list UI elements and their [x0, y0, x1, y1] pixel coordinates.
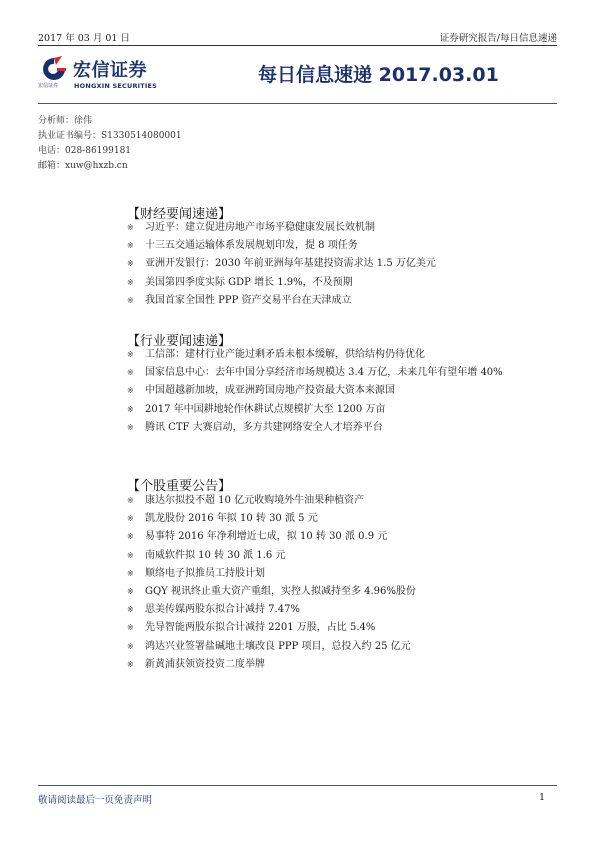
section-title-industry: 【行业要闻速递】 [127, 334, 232, 349]
bullet-marker: ※ [127, 259, 134, 269]
news-text: 2017 年中国耕地轮作休耕试点规模扩大至 1200 万亩 [145, 403, 386, 415]
list-item [127, 403, 557, 417]
bullet-marker: ※ [127, 550, 134, 560]
news-text: 腾讯 CTF 大赛启动，多方共建网络安全人才培养平台 [145, 421, 383, 433]
logo-sub-cn: 宏信证券 [38, 83, 59, 89]
analyst-phone: 电话：028-86199181 [38, 146, 132, 156]
bullet-marker: ※ [127, 386, 134, 396]
news-text: 凯龙股份 2016 年拟 10 转 30 派 5 元 [145, 513, 318, 525]
news-text: 南威软件拟 10 转 30 派 1.6 元 [145, 549, 286, 561]
list-item [127, 348, 557, 362]
analyst-license: 执业证书编号：S1330514080001 [38, 131, 182, 141]
analyst-name: 分析师：徐伟 [38, 116, 93, 126]
bullet-marker: ※ [127, 605, 134, 615]
industry-news-list [127, 348, 557, 439]
news-text: 鸿达兴业签署盐碱地土壤改良 PPP 项目，总投入约 25 亿元 [145, 640, 411, 652]
news-text: 美国第四季度实际 GDP 增长 1.9%，不及预期 [145, 276, 353, 288]
bullet-marker: ※ [127, 532, 134, 542]
news-text: 思美传媒两股东拟合计减持 7.47% [145, 604, 300, 616]
disclaimer-link[interactable]: 敬请阅读最后一页免责声明 [38, 795, 153, 806]
report-category: 证券研究报告/每日信息速递 [439, 33, 557, 44]
bullet-marker: ※ [127, 568, 134, 578]
list-item [127, 512, 557, 526]
news-text: 工信部：建材行业产能过剩矛盾未根本缓解，供给结构仍待优化 [145, 349, 425, 360]
news-text: 先导智能两股东拟合计减持 2201 万股，占比 5.4% [145, 622, 376, 634]
bullet-marker: ※ [127, 241, 134, 251]
list-item [127, 421, 557, 435]
bullet-marker: ※ [127, 422, 134, 432]
analyst-email: 邮箱：xuw@hxzb.cn [38, 161, 128, 171]
list-item [127, 567, 557, 581]
list-item [127, 221, 557, 235]
news-text: 顺络电子拟推员工持股计划 [145, 567, 265, 579]
news-text: 亚洲开发银行：2030 年前亚洲每年基建投资需求达 1.5 万亿美元 [145, 258, 436, 270]
report-date: 2017 年 03 月 01 日 [38, 33, 130, 44]
news-text: 十三五交通运输体系发展规划印发，提 8 项任务 [145, 240, 358, 252]
list-item [127, 239, 557, 253]
list-item [127, 384, 557, 398]
list-item [127, 366, 557, 380]
news-text: 康达尔拟投不超 10 亿元收购境外牛油果种植资产 [145, 495, 365, 506]
bullet-marker: ※ [127, 659, 134, 669]
page-title: 每日信息速递 2017.03.01 [258, 64, 499, 86]
bullet-marker: ※ [127, 496, 134, 505]
bullet-marker: ※ [127, 295, 134, 305]
footer-rule [38, 785, 557, 786]
bullet-marker: ※ [127, 223, 134, 232]
bullet-marker: ※ [127, 368, 134, 378]
list-item [127, 494, 557, 508]
list-item [127, 530, 557, 544]
page-number: 1 [538, 792, 545, 803]
news-text: 国家信息中心：去年中国分享经济市场规模达 3.4 万亿，未来几年有望年增 40% [145, 367, 503, 379]
news-text: 中国超越新加坡，成亚洲跨国房地产投资最大资本来源国 [145, 385, 395, 397]
news-text: 易事特 2016 年净利增近七成，拟 10 转 30 派 0.9 元 [145, 531, 388, 543]
bullet-marker: ※ [127, 623, 134, 633]
logo-name-en: HONGXIN SECURITIES [74, 82, 158, 90]
list-item [127, 294, 557, 308]
header-rule [38, 45, 557, 46]
list-item [127, 276, 557, 290]
bullet-marker: ※ [127, 404, 134, 414]
section-title-finance: 【财经要闻速递】 [127, 207, 232, 222]
list-item [127, 257, 557, 271]
stock-announcements-list [127, 494, 557, 676]
logo-name-cn: 宏信证券 [73, 60, 147, 81]
bullet-marker: ※ [127, 350, 134, 359]
logo-emblem-icon [38, 55, 70, 83]
company-logo [38, 55, 168, 97]
bullet-marker: ※ [127, 514, 134, 524]
list-item [127, 585, 557, 599]
list-item [127, 621, 557, 635]
finance-news-list [127, 221, 557, 312]
title-rule [38, 103, 557, 104]
news-text: 习近平：建立促进房地产市场平稳健康发展长效机制 [145, 222, 375, 233]
bullet-marker: ※ [127, 586, 134, 596]
list-item [127, 603, 557, 617]
section-title-stocks: 【个股重要公告】 [127, 479, 232, 494]
bullet-marker: ※ [127, 641, 134, 651]
news-text: 新黄浦获领资投资二度举牌 [145, 658, 265, 670]
news-text: GQY 视讯终止重大资产重组，实控人拟减持至多 4.96%股份 [145, 585, 416, 597]
list-item [127, 549, 557, 563]
list-item [127, 658, 557, 672]
list-item [127, 640, 557, 654]
bullet-marker: ※ [127, 277, 134, 287]
news-text: 我国首家全国性 PPP 资产交易平台在天津成立 [145, 294, 352, 306]
